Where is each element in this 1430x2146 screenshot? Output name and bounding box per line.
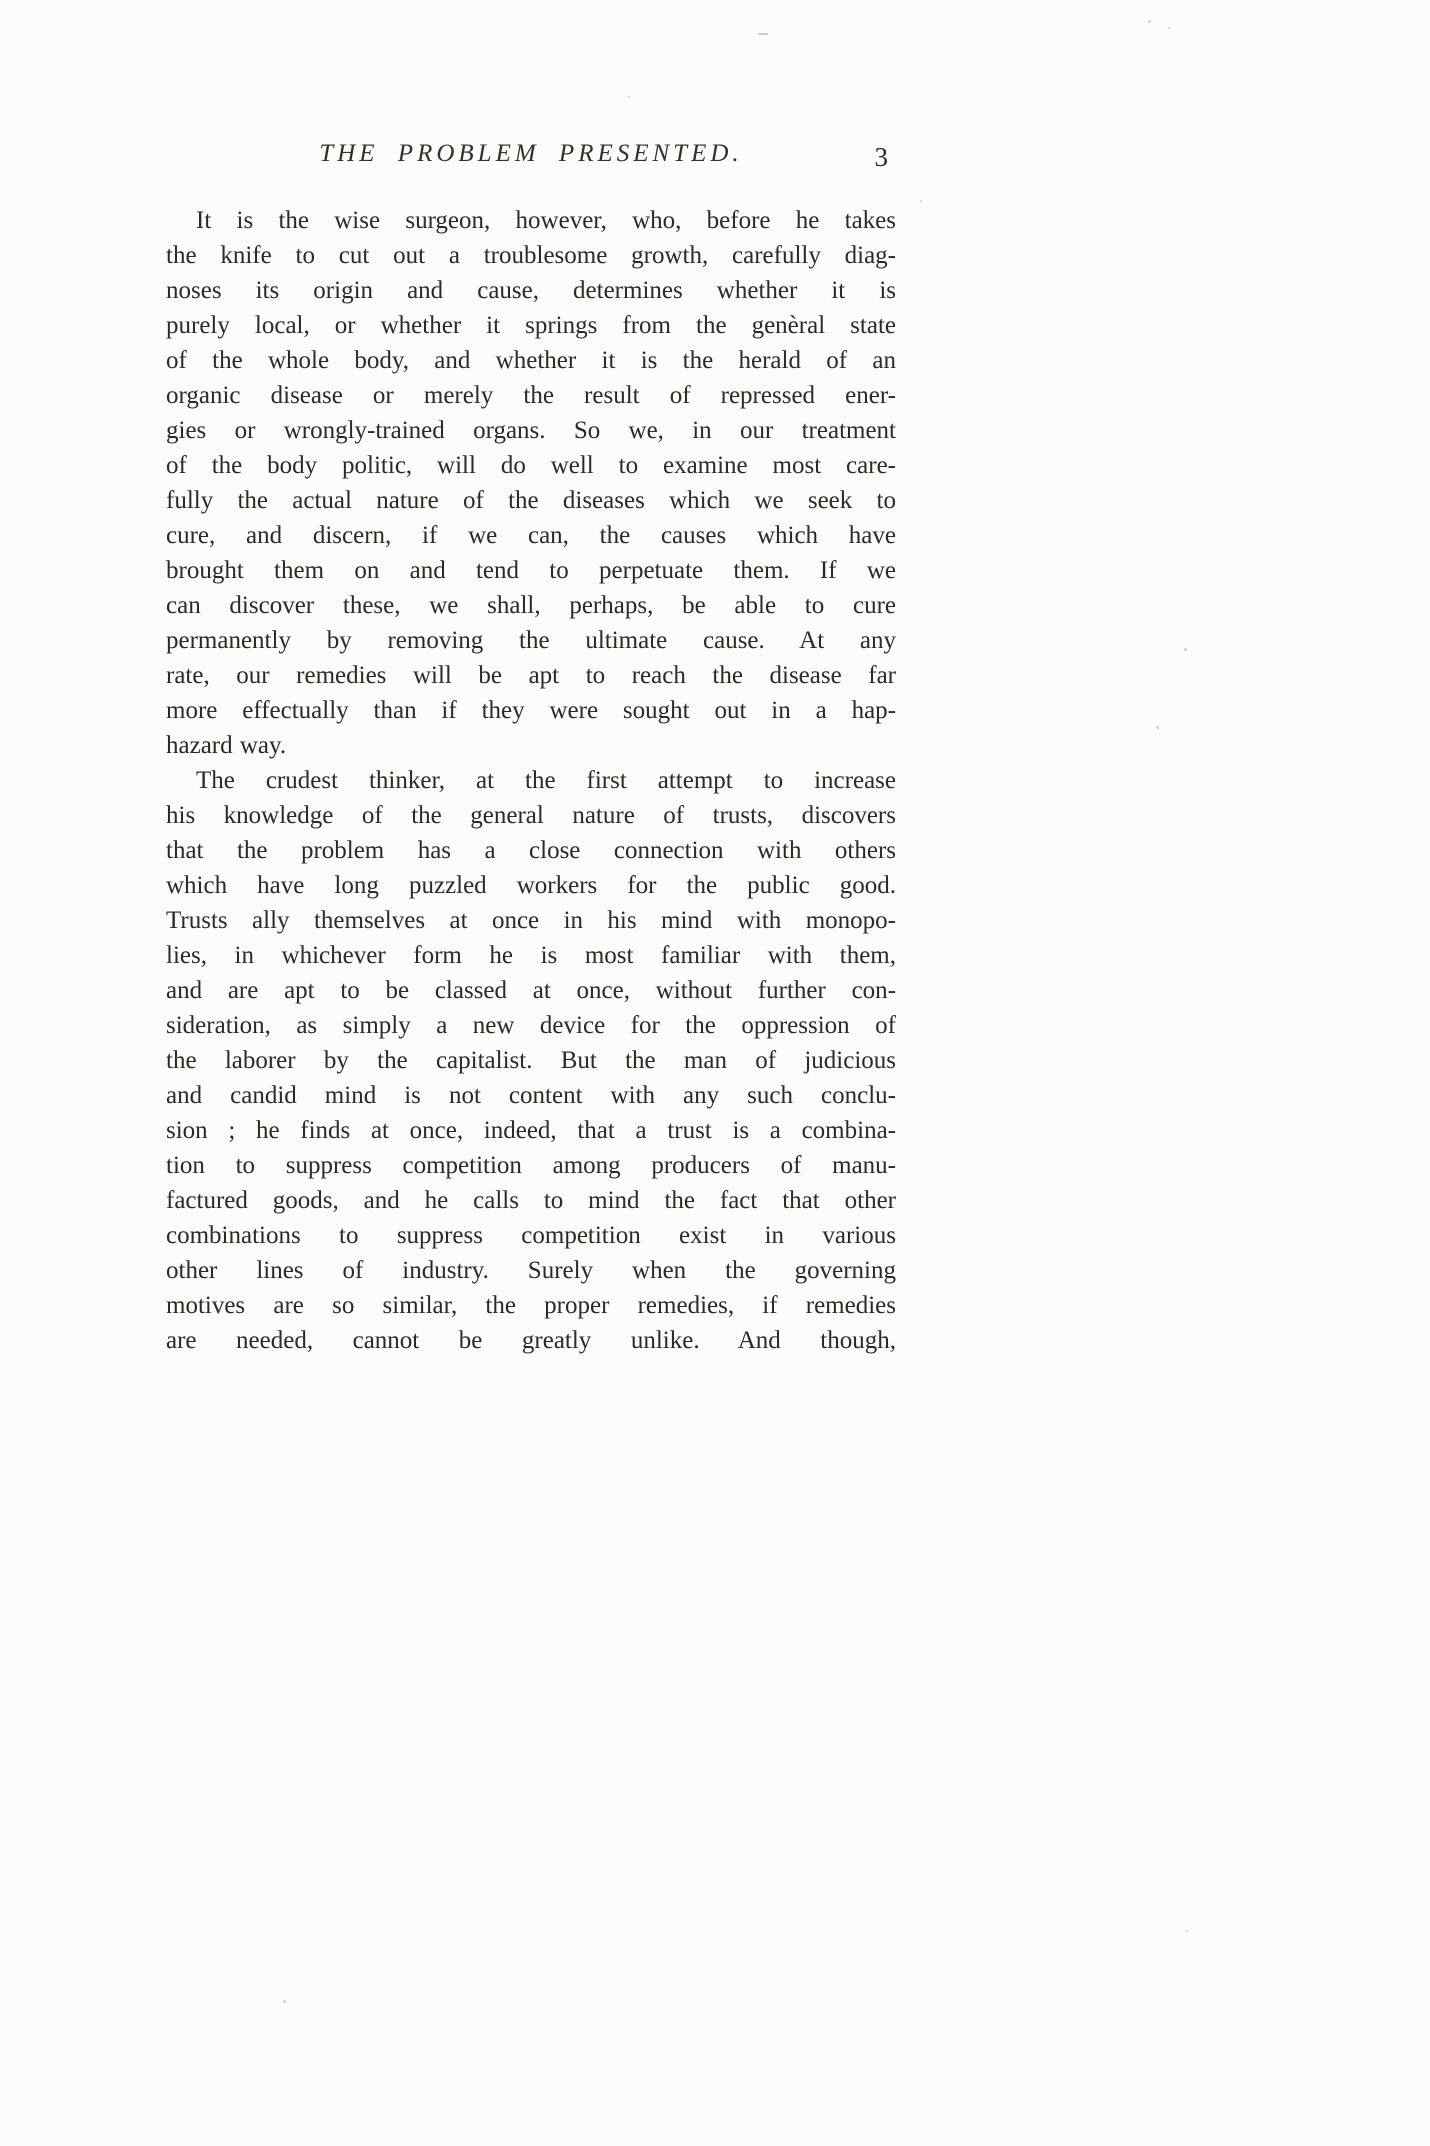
text-line: and are apt to be classed at once, without further con- [166, 977, 896, 1004]
text-line: rate, our remedies will be apt to reach the disease far [166, 662, 896, 689]
text-line: of the whole body, and whether it is the herald of an [166, 347, 896, 374]
scan-artifact [1156, 726, 1159, 729]
scan-artifact [283, 2000, 286, 2003]
text-line: which have long puzzled workers for the public good. [166, 872, 896, 899]
text-line: the laborer by the capitalist. But the man of judicious [166, 1047, 896, 1074]
scan-artifact [758, 33, 768, 35]
text-line: organic disease or merely the result of repressed ener- [166, 382, 896, 409]
text-line: brought them on and tend to perpetuate them. If we [166, 557, 896, 584]
paragraph [166, 203, 896, 763]
text-line: sideration, as simply a new device for the oppression of [166, 1012, 896, 1039]
scan-artifact [1186, 1930, 1188, 1932]
text-line: more effectually than if they were sought out in a hap- [166, 697, 896, 724]
running-header: THE PROBLEM PRESENTED. [319, 140, 743, 167]
text-line: combinations to suppress competition exist in various [166, 1222, 896, 1249]
text-line: other lines of industry. Surely when the governing [166, 1257, 896, 1284]
text-line: factured goods, and he calls to mind the fact that other [166, 1187, 896, 1214]
text-line: and candid mind is not content with any such conclu- [166, 1082, 896, 1109]
scan-artifact [920, 200, 922, 202]
paragraph [166, 763, 896, 1358]
page-header [166, 140, 896, 180]
text-line: noses its origin and cause, determines whether it is [166, 277, 896, 304]
scan-artifact [1184, 648, 1187, 651]
text-line: It is the wise surgeon, however, who, before he takes [196, 207, 896, 234]
text-line: Trusts ally themselves at once in his mind with monopo- [166, 907, 896, 934]
page-number: 3 [874, 142, 888, 172]
text-line: that the problem has a close connection with others [166, 837, 896, 864]
text-line: sion ; he finds at once, indeed, that a trust is a combina- [166, 1117, 896, 1144]
text-line: lies, in whichever form he is most familiar with them, [166, 942, 896, 969]
text-line: tion to suppress competition among producers of manu- [166, 1152, 896, 1179]
text-line: purely local, or whether it springs from the genèral state [166, 312, 896, 339]
text-line: The crudest thinker, at the first attempt to increase [196, 767, 896, 794]
text-line: cure, and discern, if we can, the causes which have [166, 522, 896, 549]
text-line: can discover these, we shall, perhaps, be able to cure [166, 592, 896, 619]
text-line: of the body politic, will do well to examine most care- [166, 452, 896, 479]
text-line: the knife to cut out a troublesome growth, carefully diag- [166, 242, 896, 269]
scan-artifact [1168, 27, 1170, 29]
text-line: permanently by removing the ultimate cause. At any [166, 627, 896, 654]
scan-artifact [628, 96, 630, 98]
body-text [166, 203, 896, 1358]
text-line: are needed, cannot be greatly unlike. And though, [166, 1327, 896, 1354]
text-line: motives are so similar, the proper remedies, if remedies [166, 1292, 896, 1319]
text-line: gies or wrongly-trained organs. So we, in our treatment [166, 417, 896, 444]
text-line: fully the actual nature of the diseases which we seek to [166, 487, 896, 514]
scan-artifact [1148, 20, 1151, 23]
text-line: his knowledge of the general nature of trusts, discovers [166, 802, 896, 829]
text-line: hazard way. [166, 732, 287, 759]
